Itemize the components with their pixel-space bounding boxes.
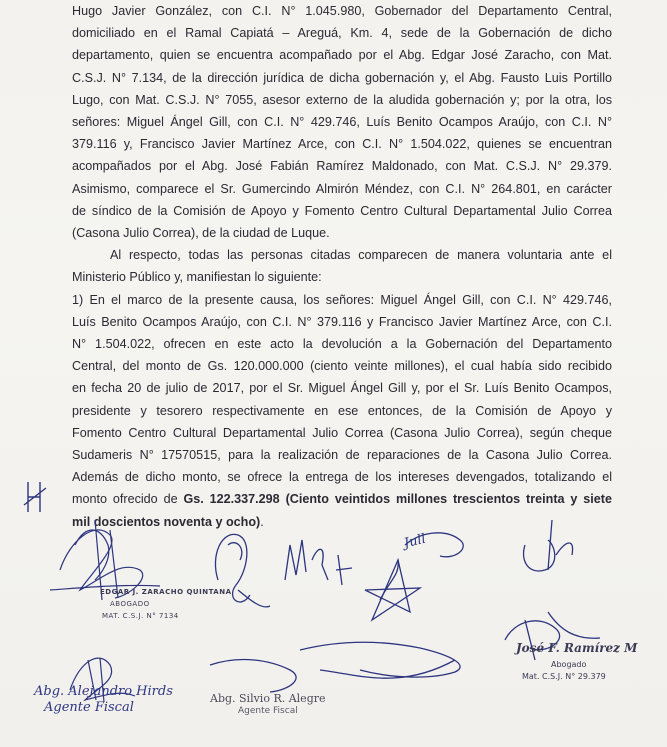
amount-bold-2: mil doscientos noventa y ocho) xyxy=(72,514,261,529)
text-line: Lugo, con Mat. C.S.J. N° 7055, asesor externo de la aludida gobernación y; por la otra, los xyxy=(72,92,612,107)
margin-initials-icon xyxy=(24,482,46,512)
text-line: señores: Miguel Ángel Gill, con C.I. N° 429.746, Luís Benito Ocampos Araújo, con C.I. N° xyxy=(72,115,612,130)
stamp-left-mat: MAT. C.S.J. N° 7134 xyxy=(102,612,179,620)
text-line: 379.116 y, Francisco Javier Martínez Arce, con C.I. N° 1.504.022, quienes se encuentran xyxy=(72,137,612,152)
text-line: C.S.J. N° 7.134, de la dirección jurídica de dicha gobernación y, el Abg. Fausto Luis Portillo xyxy=(72,70,612,85)
paragraph-3-line: Central, del monto de Gs. 120.000.000 (ciento veinte millones), el cual había sido recibido xyxy=(72,359,612,374)
handwritten-initials: Jull xyxy=(402,531,428,552)
signature-center-icon xyxy=(285,540,352,585)
paragraph-3-line: Sudameris N° 17570515, para la realización de reparaciones de la Casona Julio Correa. xyxy=(72,448,612,463)
text-line: Hugo Javier González, con C.I. N° 1.045.980, Gobernador del Departamento Central, xyxy=(72,4,612,18)
fiscal-left-name: Abg. Alejandro Hirds xyxy=(34,684,173,699)
amount-line xyxy=(72,488,612,510)
amount-bold: Gs. 122.337.298 (Ciento veintidos millones trescientos treinta y siete xyxy=(183,492,612,507)
paragraph-3-line: en fecha 20 de julio de 2017, por el Sr. Miguel Ángel Gill y, por el Sr. Luís Benito Ocampos, xyxy=(72,381,612,396)
text-line: acompañados por el Abg. José Fabián Ramírez Maldonado, con Mat. C.S.J. N° 29.379. xyxy=(72,159,612,174)
text-line: domiciliado en el Ramal Capiatá – Areguá, Km. 4, sede de la Gobernación de dicho xyxy=(72,26,612,41)
paragraph-2-line: Al respecto, todas las personas citadas comparecen de manera voluntaria ante el xyxy=(110,248,612,263)
paragraph-3-line: N° 1.504.022, ofrecen en este acto la devolución a la Gobernación del Departamento xyxy=(72,337,612,352)
amount-prefix: monto ofrecido de xyxy=(72,492,184,507)
document-body xyxy=(72,0,612,533)
fiscal-left-title: Agente Fiscal xyxy=(44,700,134,715)
paragraph-2-line: Ministerio Público y, manifiestan lo siguiente: xyxy=(72,270,322,285)
amount-line-2 xyxy=(72,511,612,533)
paragraph-3-line: 1) En el marco de la presente causa, los señores: Miguel Ángel Gill, con C.I. N° 429.746, xyxy=(72,292,612,307)
paragraph-3-line: presidente y tesorero respectivamente en ese entonces, de la Comisión de Apoyo y xyxy=(72,403,612,418)
stamp-right-mat: Mat. C.S.J. N° 29.379 xyxy=(522,672,606,681)
paragraph-3-line: Fomento Centro Cultural Departamental Julio Correa (Casona Julio Correa), según cheque xyxy=(72,425,612,440)
signature-center-left-icon xyxy=(215,534,270,607)
paragraph-3-line: Además de dicho monto, se ofrece la entrega de los intereses devengados, totalizando el xyxy=(72,470,612,485)
signature-fiscal-center-icon xyxy=(210,642,460,692)
amount-end: . xyxy=(260,514,264,529)
paragraph-3-line: Luís Benito Ocampos Araújo, con C.I. N° 379.116 y Francisco Javier Martínez Arce, con C.I. xyxy=(72,314,612,329)
stamp-right-title: Abogado xyxy=(551,660,587,669)
text-line: (Casona Julio Correa), de la ciudad de Luque. xyxy=(72,226,330,241)
text-line: departamento, quien se encuentra acompañado por el Abg. Edgar José Zaracho, con Mat. xyxy=(72,48,612,63)
text-line: de síndico de la Comisión de Apoyo y Fomento Centro Cultural Departamental Julio Correa xyxy=(72,203,612,218)
text-line: Asimismo, comparece el Sr. Gumercindo Almirón Méndez, con C.I. N° 264.801, en carácter xyxy=(72,181,612,196)
stamp-left-name: EDGAR J. ZARACHO QUINTANA xyxy=(100,588,232,596)
stamp-right-name: José F. Ramírez M xyxy=(516,641,638,655)
stamp-left-title: ABOGADO xyxy=(110,600,150,608)
fiscal-center-name: Abg. Silvio R. Alegre xyxy=(210,692,326,705)
fiscal-center-title: Agente Fiscal xyxy=(238,706,298,716)
